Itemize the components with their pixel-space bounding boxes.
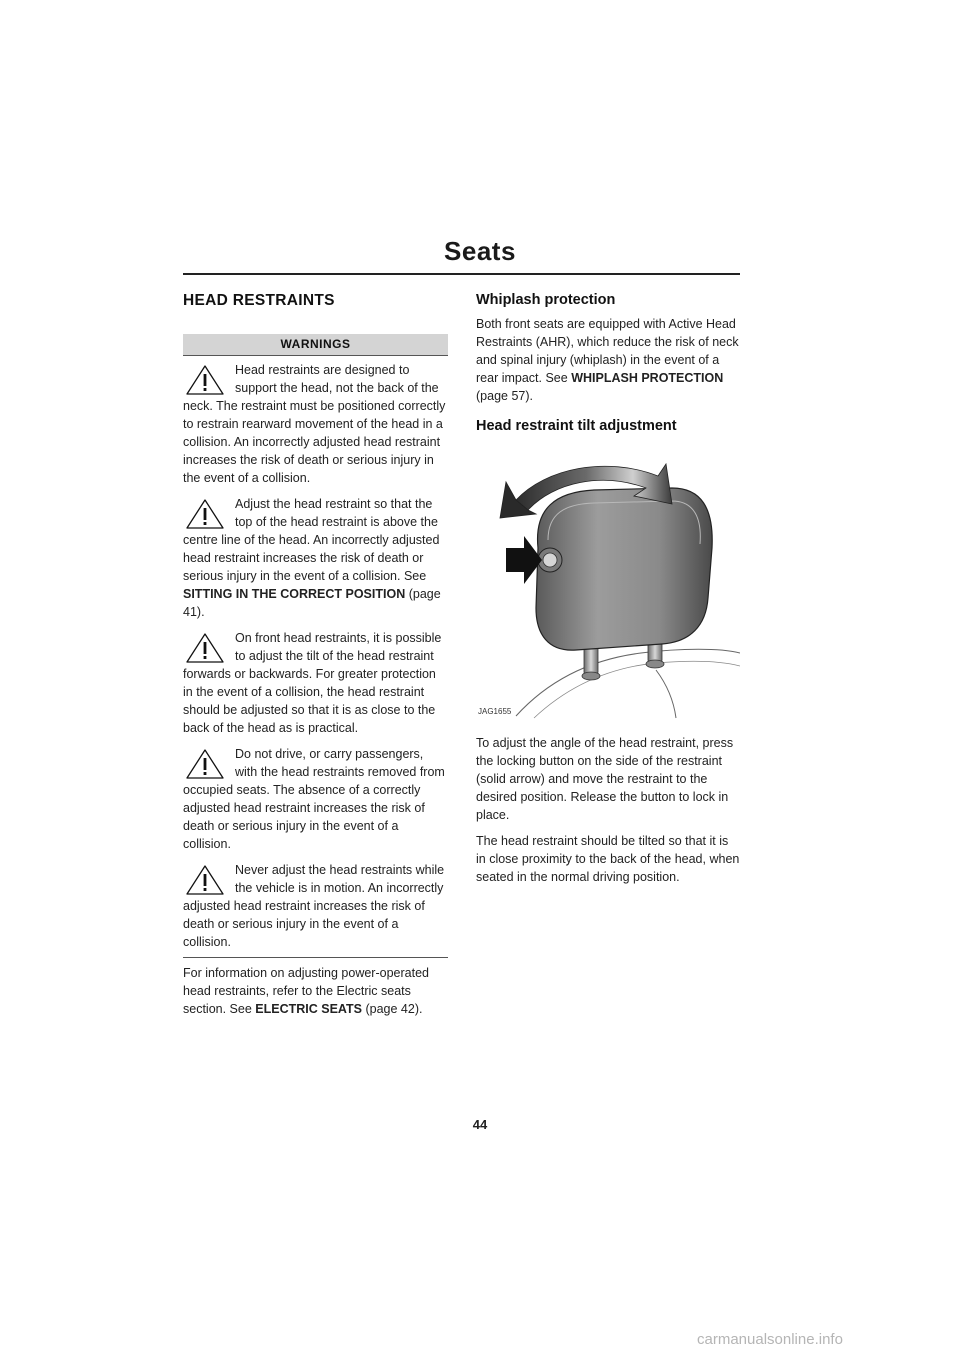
warning-text: Do not drive, or carry passengers, with the head restraints removed from occupied seats. The absence of a correctly adjusted head restraint increases the risk of death or serious injury in the event of a collision. — [183, 747, 445, 851]
subheading-whiplash: Whiplash protection — [476, 292, 616, 308]
watermark: carmanualsonline.info — [697, 1331, 843, 1348]
figure-label: JAG1655 — [478, 707, 512, 716]
info-paragraph — [183, 964, 448, 1018]
cross-reference-link[interactable]: ELECTRIC SEATS — [255, 1002, 362, 1016]
page-number: 44 — [472, 1117, 488, 1132]
warning-triangle-icon — [185, 747, 225, 781]
info-text: For information on adjusting power-operated head restraints, refer to the Electric seats section. See — [183, 966, 429, 1016]
warning-item — [183, 361, 448, 487]
head-restraint-diagram — [476, 448, 740, 720]
warning-triangle-icon — [185, 631, 225, 665]
head-restraint-illustration — [476, 448, 740, 720]
warning-triangle-icon — [185, 863, 225, 897]
whiplash-paragraph — [476, 315, 740, 405]
warnings-header: WARNINGS — [183, 334, 448, 356]
warning-triangle-icon — [185, 363, 225, 397]
warning-triangle-icon — [185, 497, 225, 531]
warning-text: Adjust the head restraint so that the top of the head restraint is above the centre line of the head. An incorrectly adjusted head restraint increases the risk of death or serious injury in the event of a collision. See — [183, 497, 440, 583]
right-column — [476, 292, 740, 886]
page-reference: (page 57). — [476, 389, 533, 403]
warning-text: On front head restraints, it is possible to adjust the tilt of the head restraint forwards or backwards. For greater protection in the event of a collision, the head restraint should be adjusted so that it is as close to the back of the head as is practical. — [183, 631, 442, 735]
warnings-list — [183, 361, 448, 958]
page-title: Seats — [444, 236, 516, 266]
tilt-paragraph: The head restraint should be tilted so that it is in close proximity to the back of the head, when seated in the normal driving position. — [476, 834, 740, 884]
warning-text: Head restraints are designed to support the head, not the back of the neck. The restraint must be positioned correctly to restrain rearward movement of the head in a collision. An incorrectly adjusted head restraint increases the risk of death or serious injury in the event of a collision. — [183, 363, 446, 485]
page-reference: (page 41). — [183, 587, 441, 619]
warning-item — [183, 495, 448, 621]
page-reference: (page 42). — [362, 1002, 423, 1016]
warning-text: Never adjust the head restraints while the vehicle is in motion. An incorrectly adjusted head restraint increases the risk of death or serious injury in the event of a collision. — [183, 863, 445, 949]
cross-reference-link[interactable]: WHIPLASH PROTECTION — [571, 371, 724, 385]
warning-item — [183, 629, 448, 737]
whiplash-text: Both front seats are equipped with Active Head Restraints (AHR), which reduce the risk of neck and spinal injury (whiplash) in the event of a rear impact. See — [476, 317, 739, 385]
adjust-paragraph: To adjust the angle of the head restraint, press the locking button on the side of the restraint (solid arrow) and move the restraint to the desired position. Release the button to lock in place. — [476, 736, 734, 822]
left-column — [183, 292, 448, 1018]
title-divider — [183, 273, 740, 275]
cross-reference-link[interactable]: SITTING IN THE CORRECT POSITION — [183, 587, 406, 601]
warning-item — [183, 745, 448, 853]
section-heading-head-restraints: HEAD RESTRAINTS — [183, 292, 335, 309]
warning-item — [183, 861, 448, 951]
subheading-tilt-adjustment: Head restraint tilt adjustment — [476, 418, 677, 434]
